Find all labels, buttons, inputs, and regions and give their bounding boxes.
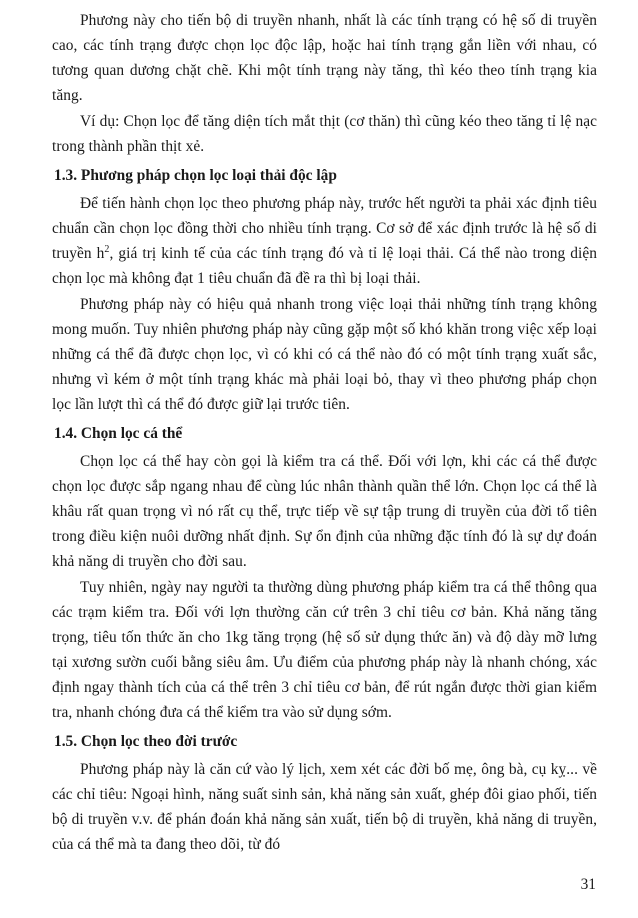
paragraph-text: Để tiến hành chọn lọc theo phương pháp này, trước hết người ta phải xác định tiêu chuẩn cần chọn lọc đồng thời cho nhiều tính trạng. Cơ sở để xác định trước là hệ số di truyền h (52, 195, 597, 262)
paragraph-independent-culling-criteria (52, 191, 597, 291)
paragraph-text: , giá trị kinh tế của các tính trạng đó và tỉ lệ loại thải. Cá thể nào trong diện chọn lọc mà không đạt 1 tiêu chuẩn đã đề ra thì bị loại thải. (52, 245, 598, 287)
paragraph-pedigree-selection: Phương pháp này là căn cứ vào lý lịch, xem xét các đời bố mẹ, ông bà, cụ kỵ... về các chỉ tiêu: Ngoại hình, năng suất sinh sản, khả năng sản xuất, ghép đôi giao phối, tiến bộ di truyền v.v. để phán đoán khả năng sản xuất, tiến bộ di truyền, khả năng di truyền, của cá thể mà ta đang theo dõi, từ đó (52, 761, 597, 853)
page-number: 31 (580, 876, 596, 893)
section-heading-1-4: 1.4. Chọn lọc cá thể (54, 425, 183, 442)
paragraph-intro: Phương này cho tiến bộ di truyền nhanh, nhất là các tính trạng có hệ số di truyền cao, các tính trạng được chọn lọc độc lập, hoặc hai tính trạng gắn liền với nhau, có tương quan dương chặt chẽ. Khi một tính trạng này tăng, thì kéo theo tính trạng kia tăng. (52, 12, 597, 104)
section-heading-1-3: 1.3. Phương pháp chọn lọc loại thải độc lập (54, 167, 337, 184)
document-page (52, 8, 597, 858)
paragraph-example: Ví dụ: Chọn lọc để tăng diện tích mắt thịt (cơ thăn) thì cũng kéo theo tăng tỉ lệ nạc trong thành phần thịt xẻ. (52, 113, 597, 155)
superscript: 2 (104, 243, 110, 255)
paragraph-independent-culling-effect: Phương pháp này có hiệu quả nhanh trong việc loại thải những tính trạng không mong muốn. Tuy nhiên phương pháp này cũng gặp một số khó khăn trong việc xếp loại những cá thể đã được chọn lọc, vì có khi có cá thể nào đó có một tính trạng xuất sắc, nhưng vì kém ở một tính trạng khác mà phải loại bỏ, thay vì theo phương pháp chọn lọc lần lượt thì cá thể đó được giữ lại trước tiên. (52, 296, 597, 413)
section-heading-1-5: 1.5. Chọn lọc theo đời trước (54, 733, 238, 750)
paragraph-individual-selection: Chọn lọc cá thể hay còn gọi là kiểm tra cá thể. Đối với lợn, khi các cá thể được chọn lọc được sắp ngang nhau để cùng lúc nhân thành quần thể lớn. Chọn lọc cá thể là khâu rất quan trọng vì nó rất cụ thể, trực tiếp về sự tập trung di truyền của đời tổ tiên trong điều kiện nuôi dưỡng nhất định. Sự ổn định của những đặc tính đó là sự dự đoán khả năng di truyền cho đời sau. (52, 453, 597, 570)
paragraph-testing-stations: Tuy nhiên, ngày nay người ta thường dùng phương pháp kiểm tra cá thể thông qua các trạm kiểm tra. Đối với lợn thường căn cứ trên 3 chỉ tiêu cơ bản. Khả năng tăng trọng, tiêu tốn thức ăn cho 1kg tăng trọng (hệ số sử dụng thức ăn) và độ dày mỡ lưng tại xương sườn cuối bằng siêu âm. Ưu điểm của phương pháp này là nhanh chóng, xác định ngay thành tích của cá thể trên 3 chỉ tiêu cơ bản, để rút ngắn được thời gian kiểm tra, nhanh chóng đưa cá thể kiểm tra vào sử dụng sớm. (52, 579, 597, 721)
